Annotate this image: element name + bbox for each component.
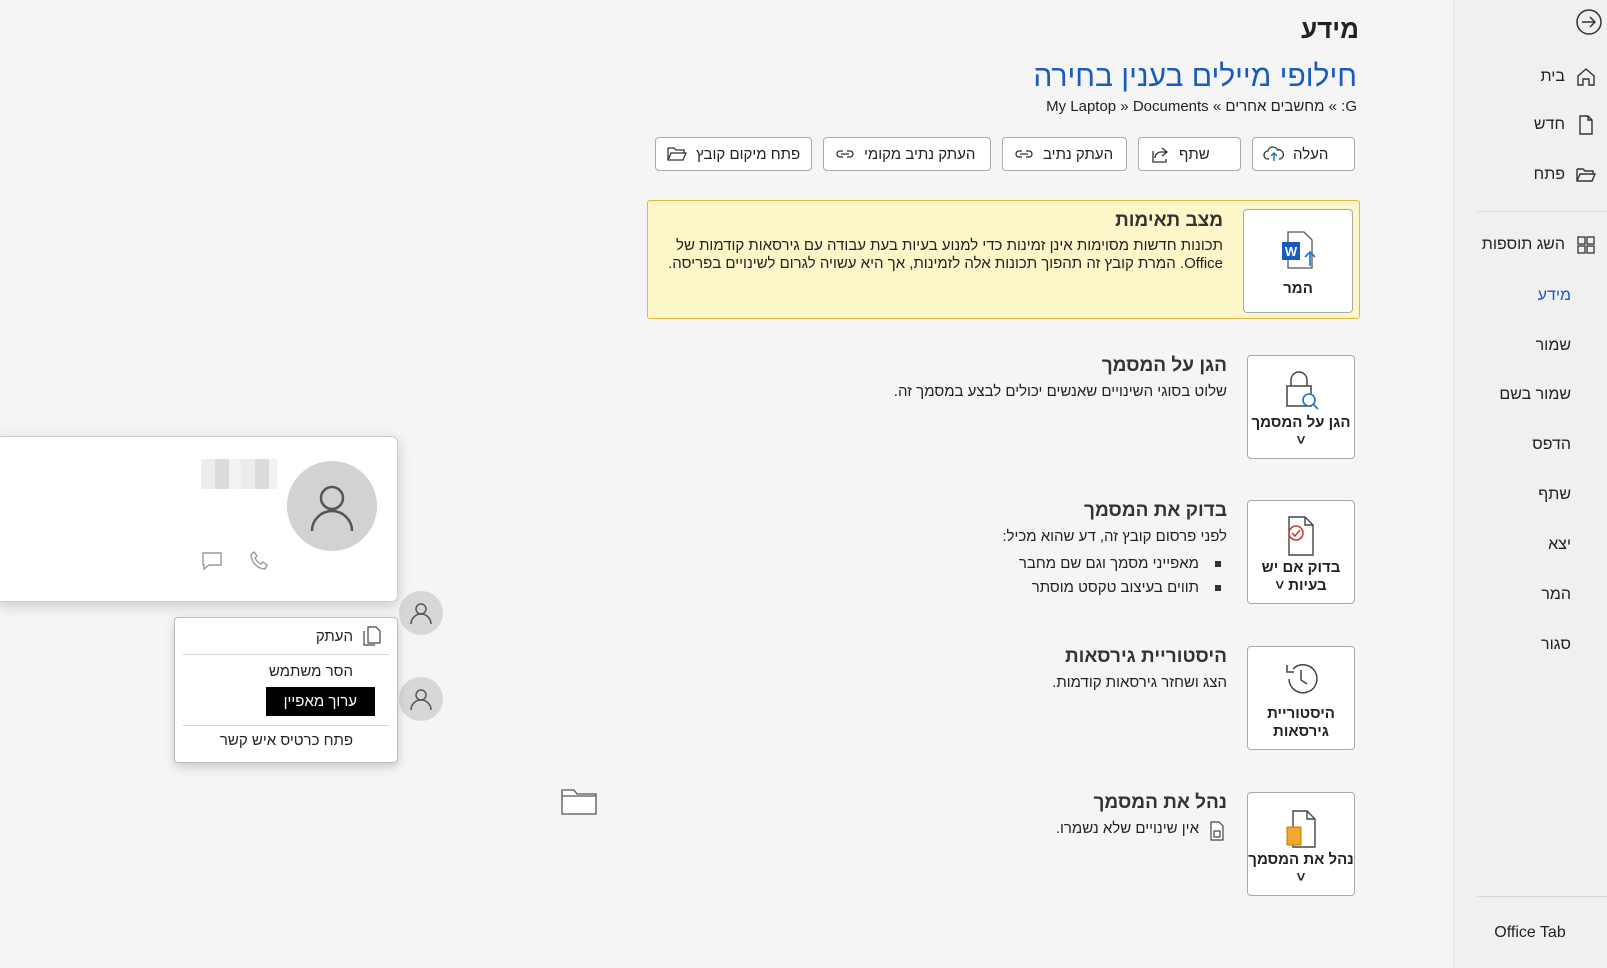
modified-by-avatar[interactable] (399, 677, 443, 721)
copy-path-button[interactable] (1002, 137, 1127, 171)
nav-item-close[interactable] (1453, 626, 1607, 664)
copy-path-label: העתק נתיב (1043, 145, 1114, 163)
protect-document-button[interactable] (1247, 355, 1355, 459)
check-for-issues-button[interactable] (1247, 500, 1355, 604)
menu-item-remove-user[interactable]: הסר משתמש (268, 663, 353, 680)
nav-item-convert[interactable] (1453, 576, 1607, 614)
share-button[interactable] (1138, 137, 1241, 171)
upload-button[interactable] (1252, 137, 1355, 171)
inspect-desc: לפני פרסום קובץ זה, דע שהוא מכיל: (1002, 528, 1227, 545)
person-icon (407, 685, 435, 713)
author-avatar[interactable] (399, 591, 443, 635)
nav-office-tab[interactable]: Office Tab (1494, 924, 1566, 941)
menu-item-edit-property[interactable]: ערוך מאפיין (266, 687, 375, 716)
versions-desc: הצג ושחזר גירסאות קודמות. (1052, 674, 1227, 691)
nav-item-label: חדש (1533, 116, 1565, 133)
version-history-label: היסטוריית גירסאות (1267, 705, 1335, 740)
open-location-label: פתח מיקום קובץ (696, 145, 801, 163)
nav-item-label: שמור בשם (1499, 386, 1571, 403)
new-document-icon (1573, 112, 1599, 138)
nav-item-get-addins[interactable] (1453, 226, 1607, 264)
version-history-button[interactable] (1247, 646, 1355, 750)
nav-item-label: שמור (1535, 337, 1571, 354)
cloud-upload-icon (1263, 143, 1285, 165)
nav-item-label: סגור (1541, 636, 1571, 653)
document-path: G: » מחשבים אחרים » My Laptop » Documents (1046, 98, 1357, 115)
nav-item-label: פתח (1533, 166, 1565, 183)
share-icon (1149, 143, 1171, 165)
manage-document-icon (1248, 793, 1354, 849)
info-toolbar (655, 137, 1355, 171)
protect-title: הגן על המסמך (1101, 355, 1227, 376)
list-item: תווים בעיצוב טקסט מוסתר (1019, 576, 1227, 600)
home-icon (1573, 64, 1599, 90)
open-folder-icon (1573, 162, 1599, 188)
lock-icon (1248, 356, 1354, 412)
nav-item-info[interactable] (1453, 277, 1607, 315)
contact-name-redacted (201, 459, 277, 489)
backstage-nav (1453, 0, 1607, 968)
person-icon (302, 476, 362, 536)
document-title: חילופי מיילים בענין בחירה (1033, 60, 1357, 93)
addins-grid-icon (1573, 232, 1599, 258)
menu-separator (183, 725, 389, 726)
nav-item-print[interactable] (1453, 426, 1607, 464)
menu-item-label: העתק (315, 627, 353, 645)
person-context-menu (174, 617, 398, 763)
nav-item-save[interactable] (1453, 327, 1607, 365)
nav-item-export[interactable] (1453, 526, 1607, 564)
back-arrow-icon[interactable] (1575, 8, 1603, 36)
history-clock-icon (1248, 647, 1354, 699)
manage-desc-text: אין שינויים שלא נשמרו. (1055, 820, 1199, 837)
nav-separator (1477, 211, 1607, 212)
nav-item-new[interactable] (1453, 106, 1607, 144)
copy-local-path-button[interactable] (823, 137, 991, 171)
contact-card-popup (0, 436, 398, 602)
copy-icon (361, 625, 383, 647)
compatibility-mode-panel (647, 200, 1360, 319)
nav-item-home[interactable] (1453, 58, 1607, 96)
nav-item-label: המר (1541, 586, 1571, 603)
phone-icon[interactable] (248, 549, 272, 573)
nav-item-open[interactable] (1453, 156, 1607, 194)
person-icon (407, 599, 435, 627)
nav-item-save-as[interactable] (1453, 376, 1607, 414)
page-title: מידע (1301, 14, 1359, 44)
chat-icon[interactable] (200, 549, 224, 573)
nav-item-label: בית (1540, 68, 1565, 85)
inspect-document-icon (1248, 501, 1354, 557)
svg-text:W: W (1284, 244, 1298, 259)
nav-item-label: יצא (1548, 536, 1571, 553)
menu-item-copy[interactable] (316, 625, 383, 647)
contact-avatar (287, 461, 377, 551)
compatibility-desc: תכונות חדשות מסוימות אינן זמינות כדי למנוע בעיות בעת עבודה עם גירסאות קודמות של Office. המרת קובץ זה תהפוך תכונות אלה לזמינות, אך היא עשויה לגרום לשינויים בפריסה. (668, 237, 1223, 272)
nav-separator (1477, 896, 1607, 897)
menu-item-open-contact-card[interactable]: פתח כרטיס איש קשר (219, 732, 353, 749)
manage-document-label: נהל את המסמך ˅ (1248, 851, 1354, 886)
check-for-issues-label: בדוק אם יש בעיות ˅ (1261, 559, 1341, 594)
manage-desc (1056, 820, 1227, 837)
menu-separator (183, 654, 389, 655)
nav-item-label: מידע (1537, 287, 1571, 304)
inspect-list (1019, 552, 1227, 600)
folder-icon[interactable] (560, 786, 598, 816)
document-save-icon (1207, 820, 1227, 842)
inspect-title: בדוק את המסמך (1084, 500, 1227, 521)
link-icon (1013, 143, 1035, 165)
protect-desc: שלוט בסוגי השינויים שאנשים יכולים לבצע במסמך זה. (893, 383, 1227, 400)
compatibility-title: מצב תאימות (1115, 210, 1223, 231)
convert-button[interactable] (1243, 209, 1353, 313)
protect-document-label: הגן על המסמך ˅ (1251, 414, 1351, 449)
convert-icon (1244, 210, 1352, 274)
nav-item-share[interactable] (1453, 476, 1607, 514)
upload-label: העלה (1293, 145, 1329, 163)
open-file-location-button[interactable] (655, 137, 812, 171)
manage-document-button[interactable] (1247, 792, 1355, 896)
versions-title: היסטוריית גירסאות (1064, 646, 1227, 667)
link-icon (834, 143, 856, 165)
nav-item-label: השג תוספות (1481, 236, 1565, 253)
nav-item-label: שתף (1538, 486, 1571, 503)
nav-item-label: הדפס (1532, 436, 1571, 453)
list-item: מאפייני מסמך וגם שם מחבר (1019, 552, 1227, 576)
open-folder-icon (666, 143, 688, 165)
convert-label: המר (1283, 280, 1313, 297)
share-label: שתף (1179, 145, 1210, 163)
manage-title: נהל את המסמך (1093, 792, 1227, 813)
copy-local-path-label: העתק נתיב מקומי (864, 145, 976, 163)
